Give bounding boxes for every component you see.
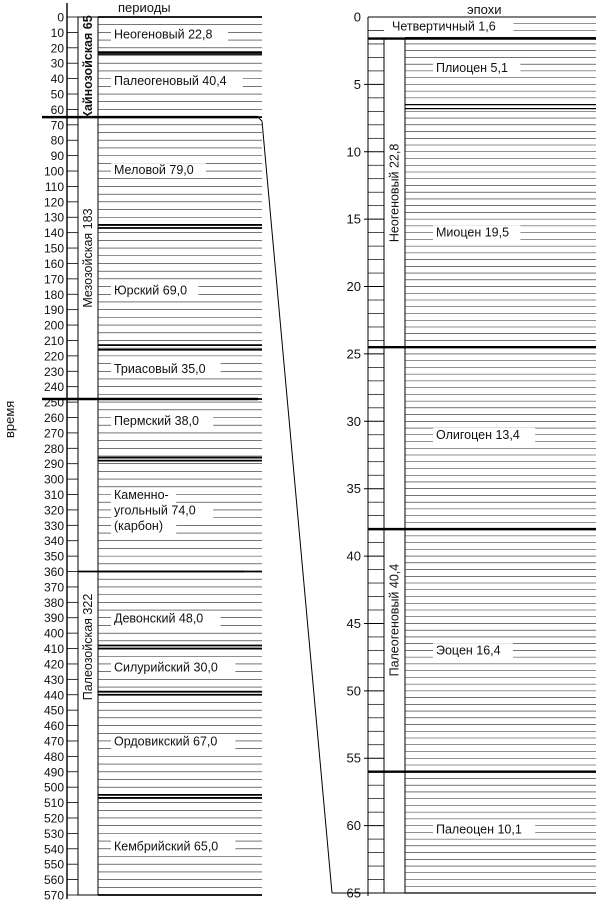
left-tick-label: 440 — [43, 688, 64, 703]
left-tick-label: 0 — [57, 10, 64, 25]
period-label: Неогеновый 22,8 — [114, 27, 213, 42]
left-tick-label: 220 — [43, 349, 64, 364]
left-tick-label: 540 — [43, 842, 64, 857]
left-tick-label: 70 — [50, 118, 64, 133]
right-tick-label: 15 — [346, 211, 361, 227]
period-label: угольный 74,0 — [114, 503, 196, 518]
periods-column — [42, 3, 262, 903]
right-period-label: Палеогеновый 40,4 — [387, 563, 402, 677]
left-tick-label: 60 — [50, 102, 64, 117]
left-tick-label: 260 — [43, 410, 64, 425]
right-tick-label: 20 — [346, 279, 361, 295]
left-tick-label: 210 — [43, 333, 64, 348]
epoch-label: Миоцен 19,5 — [436, 225, 510, 240]
left-tick-label: 470 — [43, 734, 64, 749]
left-tick-label: 500 — [43, 780, 64, 795]
left-tick-label: 450 — [43, 703, 64, 718]
left-tick-label: 40 — [50, 72, 64, 87]
left-tick-label: 550 — [43, 857, 64, 872]
left-tick-label: 110 — [44, 179, 64, 194]
left-tick-label: 200 — [43, 318, 64, 333]
left-tick-label: 330 — [43, 518, 64, 533]
period-label: Меловой 79,0 — [114, 163, 194, 178]
left-tick-label: 290 — [43, 457, 64, 472]
epoch-label: Плиоцен 5,1 — [436, 61, 508, 76]
left-tick-label: 140 — [43, 226, 64, 241]
right-tick-label: 55 — [346, 750, 361, 766]
left-tick-label: 520 — [43, 811, 64, 826]
left-tick-label: 180 — [43, 287, 64, 302]
time-axis-label: время — [2, 400, 17, 438]
right-tick-label: 35 — [346, 481, 361, 497]
left-tick-label: 150 — [43, 241, 64, 256]
left-tick-label: 420 — [43, 657, 64, 672]
right-tick-label: 60 — [346, 818, 361, 834]
left-tick-label: 490 — [43, 765, 64, 780]
left-tick-label: 300 — [43, 472, 64, 487]
era-label: Палеозойская 322 — [81, 593, 95, 701]
period-label: Кембрийский 65,0 — [114, 839, 219, 854]
period-label: Каменно- — [114, 488, 169, 503]
left-tick-label: 320 — [43, 503, 64, 518]
left-tick-label: 570 — [43, 888, 64, 903]
left-tick-label: 460 — [43, 719, 64, 734]
left-tick-label: 310 — [43, 488, 64, 503]
epoch-label: Олигоцен 13,4 — [436, 427, 520, 442]
left-tick-label: 350 — [43, 549, 64, 564]
period-label: Девонский 48,0 — [114, 611, 204, 626]
header-epochs: эпохи — [467, 2, 502, 17]
left-tick-label: 510 — [43, 796, 64, 811]
left-tick-label: 530 — [43, 826, 64, 841]
right-tick-label: 65 — [346, 885, 361, 901]
left-tick-label: 10 — [50, 25, 64, 40]
period-label: Юрский 69,0 — [114, 283, 188, 298]
zoom-connectors — [258, 117, 368, 893]
epoch-label: Эоцен 16,4 — [436, 643, 501, 658]
left-tick-label: 100 — [43, 164, 64, 179]
period-label: Триасовый 35,0 — [114, 361, 206, 376]
era-label: Кайнозойская 65 — [81, 15, 95, 119]
left-tick-label: 370 — [43, 580, 64, 595]
left-tick-label: 430 — [43, 672, 64, 687]
right-period-label: Неогеновый 22,8 — [387, 143, 402, 243]
left-tick-label: 30 — [50, 56, 64, 71]
right-tick-label: 25 — [346, 346, 361, 362]
right-tick-label: 40 — [346, 548, 361, 564]
right-tick-label: 50 — [346, 683, 361, 699]
period-label: Ордовикский 67,0 — [114, 734, 218, 749]
period-label: (карбон) — [114, 519, 163, 534]
header-periods: периоды — [118, 0, 171, 15]
right-tick-label: 5 — [353, 76, 361, 92]
connector-line — [262, 121, 332, 893]
left-tick-label: 340 — [43, 534, 64, 549]
left-tick-label: 20 — [50, 41, 64, 56]
period-label: Пермский 38,0 — [114, 414, 199, 429]
epoch-label: Четвертичный 1,6 — [392, 19, 496, 34]
left-tick-label: 400 — [43, 626, 64, 641]
left-tick-label: 120 — [43, 195, 64, 210]
era-label: Мезозойская 183 — [81, 208, 95, 308]
right-tick-label: 10 — [346, 144, 361, 160]
left-tick-label: 250 — [43, 395, 64, 410]
epoch-label: Палеоцен 10,1 — [436, 822, 522, 837]
left-tick-label: 240 — [43, 380, 64, 395]
left-tick-label: 160 — [43, 256, 64, 271]
epochs-column — [347, 10, 596, 901]
right-tick-label: 45 — [346, 615, 361, 631]
left-tick-label: 360 — [43, 565, 64, 580]
right-tick-label: 30 — [346, 413, 361, 429]
left-tick-label: 50 — [50, 87, 64, 102]
left-tick-label: 270 — [43, 426, 64, 441]
left-tick-label: 90 — [50, 149, 64, 164]
period-label: Палеогеновый 40,4 — [114, 73, 227, 88]
right-tick-label: 0 — [353, 9, 361, 25]
left-tick-label: 280 — [43, 441, 64, 456]
left-tick-label: 380 — [43, 595, 64, 610]
left-tick-label: 560 — [43, 873, 64, 888]
era-bar — [78, 17, 98, 895]
left-tick-label: 190 — [43, 303, 64, 318]
left-tick-label: 230 — [43, 364, 64, 379]
left-tick-label: 390 — [43, 611, 64, 626]
left-tick-label: 410 — [43, 642, 64, 657]
left-tick-label: 480 — [43, 749, 64, 764]
left-tick-label: 170 — [43, 272, 64, 287]
left-tick-label: 130 — [43, 210, 64, 225]
period-label: Силурийский 30,0 — [114, 660, 218, 675]
left-tick-label: 80 — [50, 133, 64, 148]
